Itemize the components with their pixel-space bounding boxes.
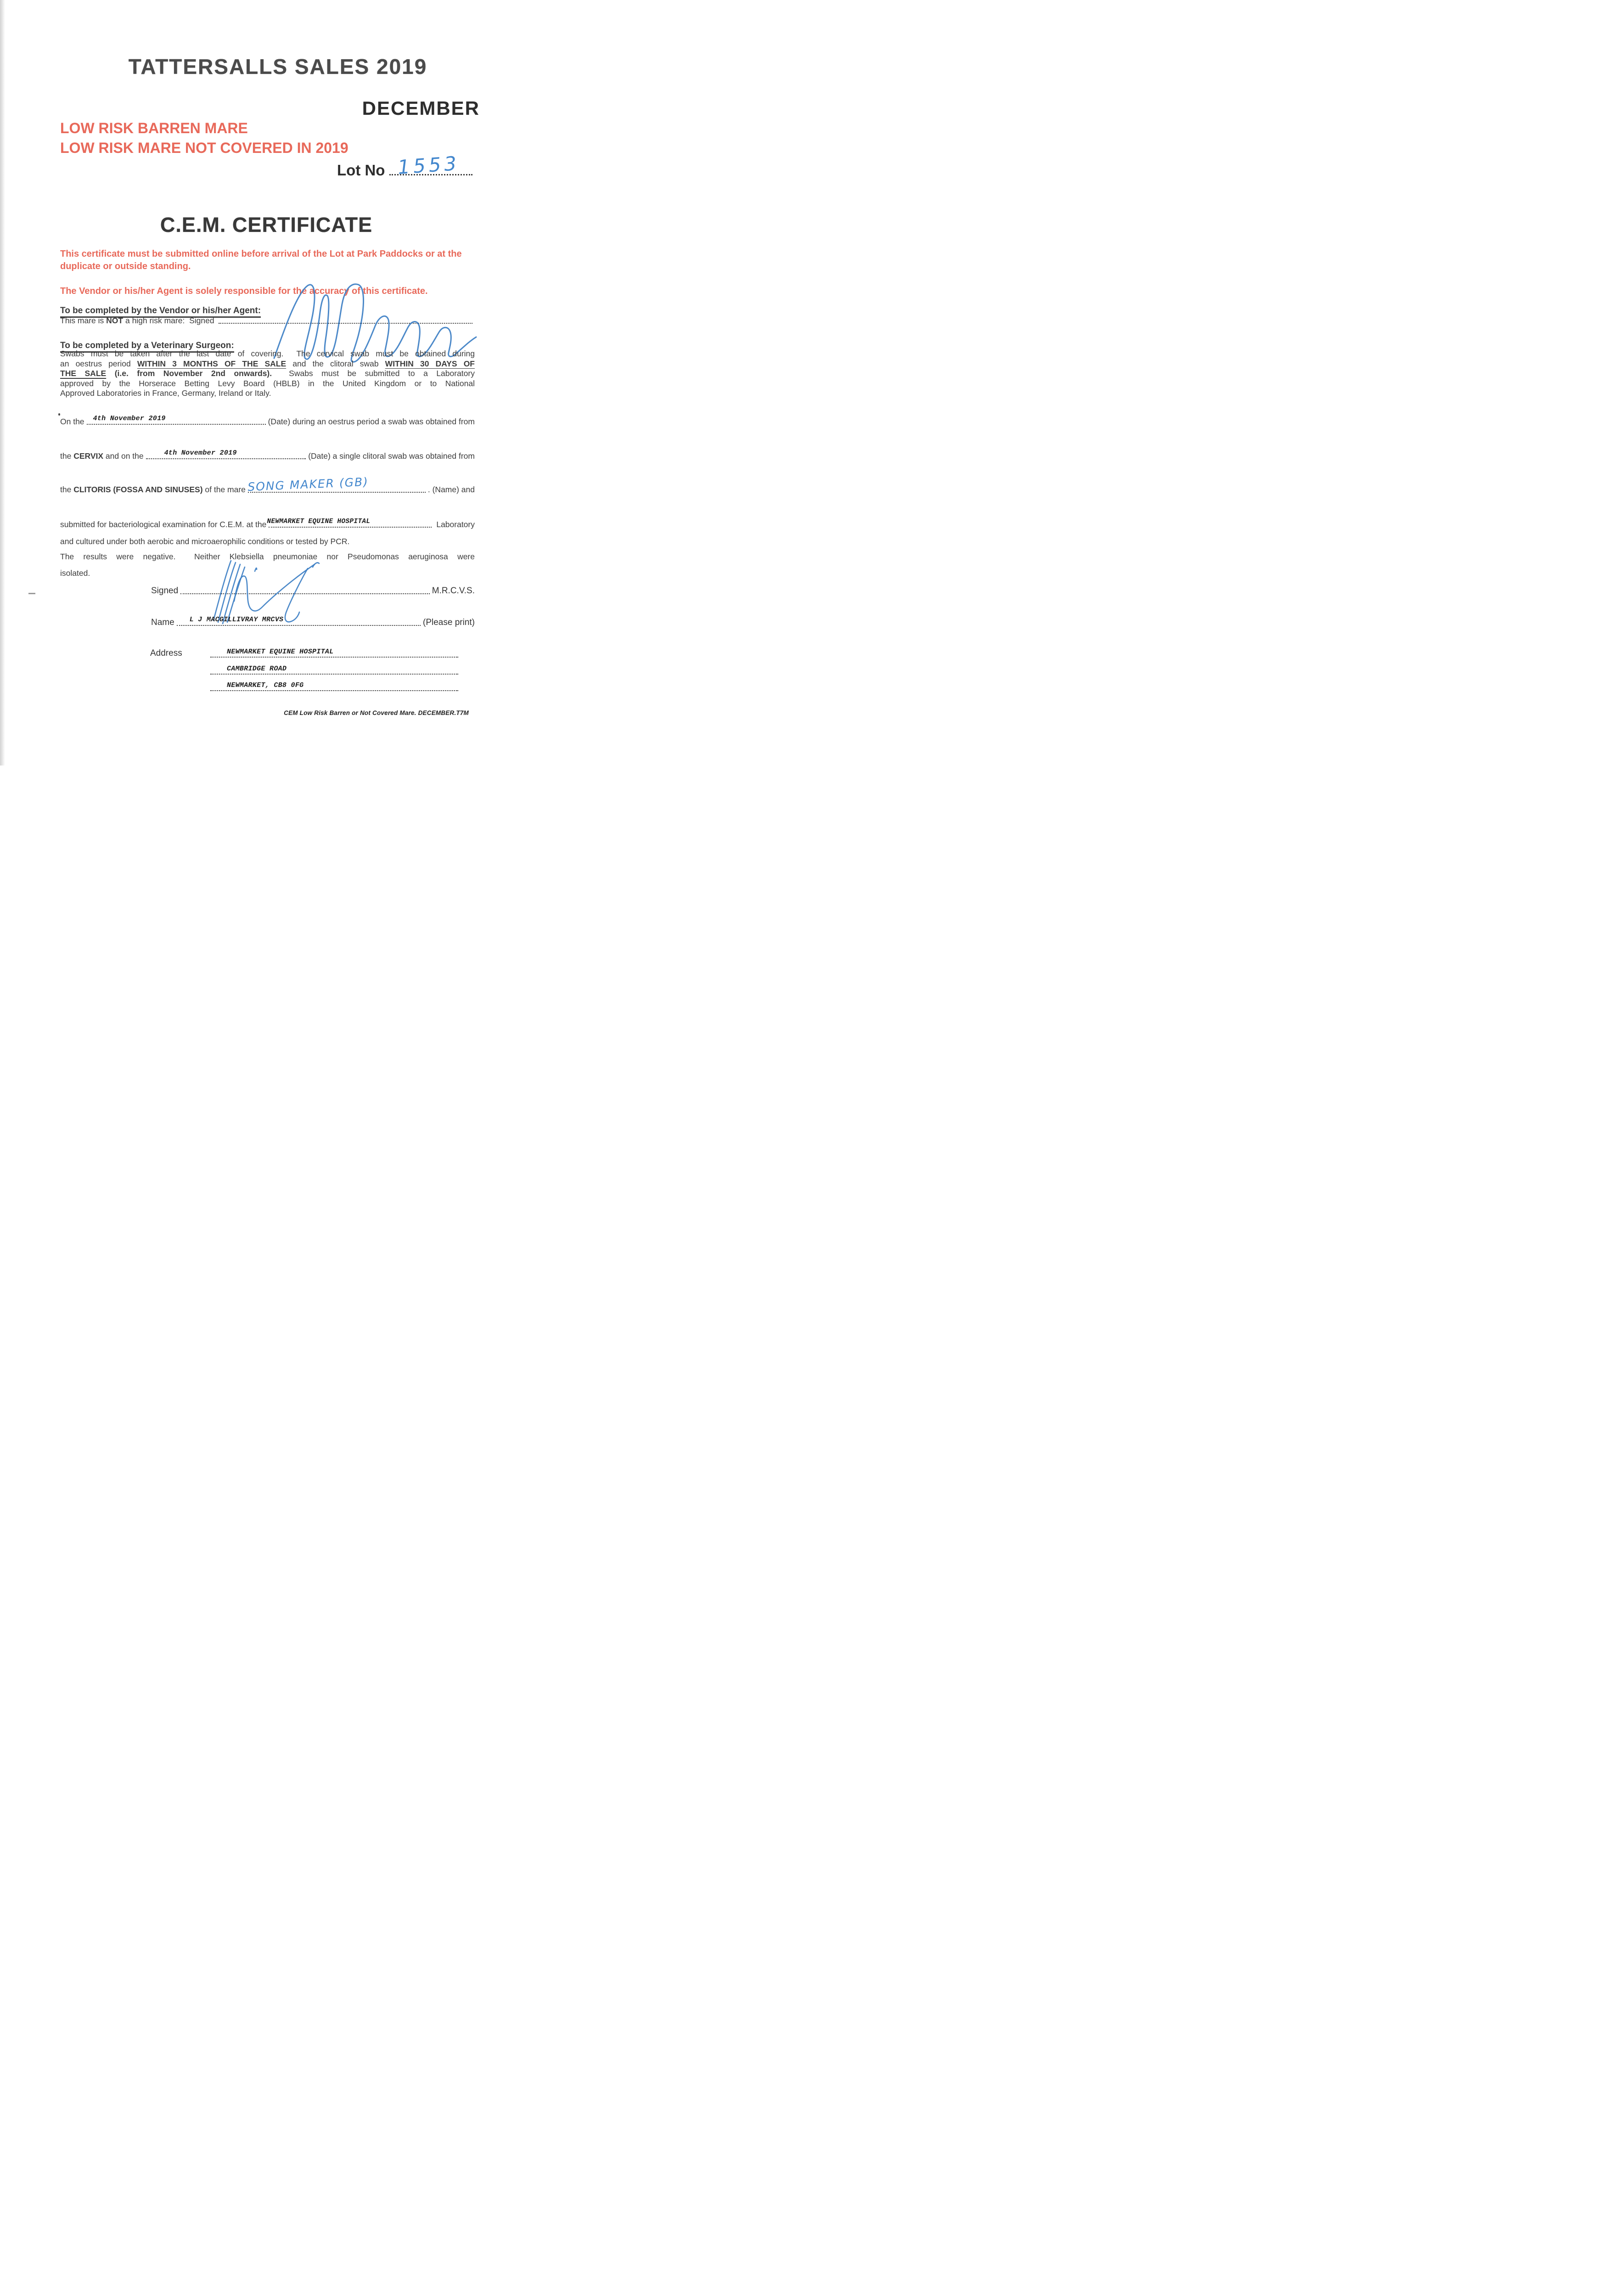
cervical-date-value: 4th November 2019 [93, 415, 166, 422]
stray-dot-mark [58, 413, 60, 416]
lot-label: Lot No [337, 162, 385, 179]
vendor-signed-label: Signed [189, 316, 217, 325]
cem-certificate-page [0, 0, 541, 765]
certificate-title: C.E.M. CERTIFICATE [160, 213, 373, 236]
lot-number-handwritten: 1553 [397, 152, 461, 179]
submission-notice: This certificate must be submitted online before arrival of the Lot at Park Paddocks or at the duplicate or outside standing. [60, 249, 462, 271]
swab-instructions: Swabs must be taken after the last date of covering. The cervical swab must be obtained during an oestrus period WITHIN 3 MONTHS OF THE SALE and the clitoral swab WITHIN 30 DAYS OF THE SALE (i.e. from November 2nd onwards). Swabs must be submitted to a Laboratory approved by the Horserace Betting Levy Board (HBLB) in the United Kingdom or to National Approved Laboratories in France, Germany, Ireland or Italy. [60, 349, 475, 398]
cultured-line: and cultured under both aerobic and microaerophilic conditions or tested by PCR. [60, 537, 350, 546]
vet-signature-line [180, 590, 430, 594]
mrcvs-label: M.R.C.V.S. [432, 586, 475, 596]
mare-name-handwritten: SONG MAKER (GB) [247, 475, 369, 494]
cervical-date-line [87, 415, 266, 425]
footer-note: CEM Low Risk Barren or Not Covered Mare. DECEMBER.T7M [284, 709, 469, 716]
clitoral-date-line [146, 449, 306, 459]
edition-heading: DECEMBER [362, 97, 480, 119]
address-label: Address [150, 648, 182, 658]
results-line: The results were negative. Neither Klebsiella pneumoniae nor Pseudomonas aeruginosa were [60, 552, 475, 561]
clitoral-date-row: the CERVIX and on the 4th November 2019 (Date) a single clitoral swab was obtained from [60, 449, 475, 461]
address-line-1 [210, 649, 458, 658]
isolated-line: isolated. [60, 568, 90, 578]
cervical-date-row: On the 4th November 2019 (Date) during an oestrus period a swab was obtained from [60, 415, 475, 426]
margin-dash-mark [28, 593, 35, 594]
vet-signed-row [60, 586, 475, 596]
vendor-section-heading: To be completed by the Vendor or his/her Agent: [60, 306, 261, 316]
name-value: L J MACGILLIVRAY MRCVS [189, 616, 284, 624]
vendor-signature-line [219, 319, 472, 324]
address-line-3 [210, 683, 458, 691]
address-value-3: NEWMARKET, CB8 0FG [227, 681, 304, 689]
address-value-2: CAMBRIDGE ROAD [227, 665, 287, 673]
vendor-statement-row: This mare is NOT a high risk mare: Signed [60, 316, 475, 326]
vendor-statement: This mare is [60, 316, 107, 325]
vet-name-row [60, 618, 475, 628]
risk-heading [60, 118, 348, 158]
risk-line-2: LOW RISK MARE NOT COVERED IN 2019 [60, 140, 348, 156]
lot-number-field [337, 152, 472, 179]
address-value-1: NEWMARKET EQUINE HOSPITAL [227, 648, 334, 656]
page-title: TATTERSALLS SALES 2019 [128, 55, 427, 79]
laboratory-row: submitted for bacteriological examination for C.E.M. at the NEWMARKET EQUINE HOSPITAL Laboratory [60, 518, 475, 529]
name-label: Name [151, 618, 174, 627]
mare-name-line [247, 475, 426, 494]
address-line-2 [210, 666, 458, 675]
please-print-label: (Please print) [423, 618, 475, 627]
vet-signed-label: Signed [151, 586, 179, 596]
risk-line-1: LOW RISK BARREN MARE [60, 120, 248, 136]
mare-name-row: the CLITORIS (FOSSA AND SINUSES) of the mare SONG MAKER (GB) . (Name) and [60, 475, 475, 494]
name-line [177, 616, 421, 626]
responsibility-notice: The Vendor or his/her Agent is solely responsible for the accuracy of this certificate. [60, 286, 428, 296]
scan-edge-shadow [0, 0, 5, 765]
clitoral-date-value: 4th November 2019 [164, 449, 237, 457]
vet-section-heading: To be completed by a Veterinary Surgeon: [60, 341, 234, 351]
lot-dotted-line [389, 152, 472, 179]
laboratory-line [267, 518, 432, 528]
laboratory-value: NEWMARKET EQUINE HOSPITAL [267, 518, 371, 525]
